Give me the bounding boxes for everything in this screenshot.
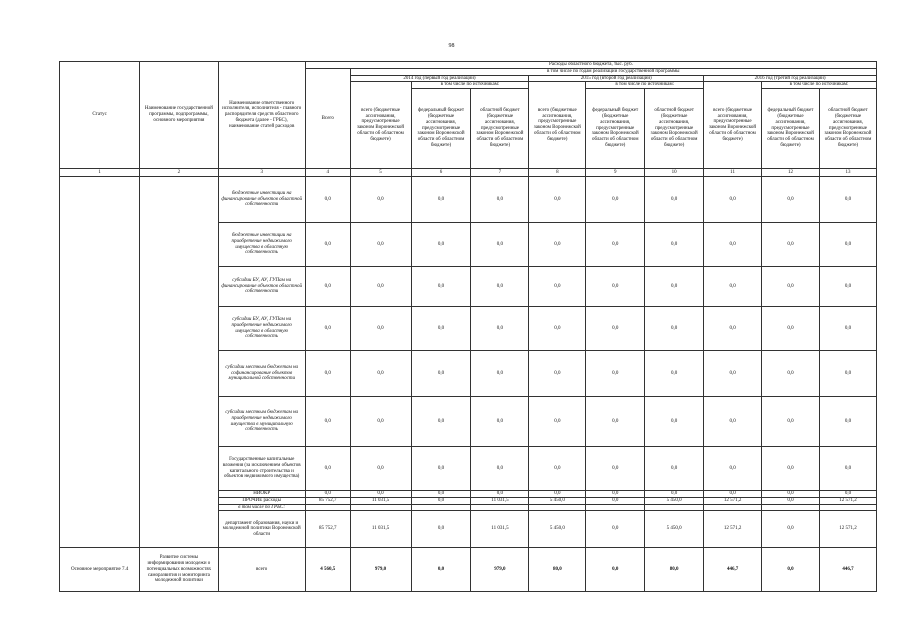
- table-cell: 0,0: [350, 491, 411, 498]
- table-cell: 0,0: [305, 177, 350, 223]
- header-regional-2014: областной бюджет (бюджетные ассигнования, предусмотренные законом Воронежской области об областном бюджете): [471, 89, 529, 169]
- column-number: 13: [819, 169, 876, 177]
- table-cell: 0,0: [305, 447, 350, 491]
- table-cell: [819, 504, 876, 511]
- column-number: 9: [586, 169, 645, 177]
- header-federal-2015: федеральный бюджет (бюджетные ассигнования, предусмотренные законом Воронежской области об областном бюджете): [586, 89, 645, 169]
- table-cell: 0,0: [305, 223, 350, 267]
- table-cell: 0,0: [586, 497, 645, 504]
- table-cell: 5 450,0: [645, 511, 704, 548]
- expense-item-label: ПРОЧИЕ расходы: [218, 497, 305, 504]
- column-number: 1: [60, 169, 140, 177]
- table-cell: 0,0: [305, 351, 350, 397]
- header-status: Статус: [60, 62, 140, 169]
- table-cell: 0,0: [704, 307, 762, 351]
- header-total-budget-2014: всего (бюджетные ассигнования, предусмотренные законом Воронежской области об областном бюджете): [350, 82, 411, 169]
- table-cell: [411, 504, 471, 511]
- table-cell: 0,0: [762, 548, 820, 592]
- table-cell: 0,0: [586, 177, 645, 223]
- table-cell: 0,0: [411, 447, 471, 491]
- table-cell: 0,0: [645, 223, 704, 267]
- table-cell: 0,0: [411, 351, 471, 397]
- table-cell: 12 571,2: [704, 511, 762, 548]
- table-cell: 0,0: [762, 267, 820, 307]
- column-number: 7: [471, 169, 529, 177]
- table-cell: 0,0: [529, 177, 586, 223]
- table-cell: 0,0: [819, 267, 876, 307]
- table-cell: 0,0: [762, 177, 820, 223]
- table-cell: 0,0: [411, 177, 471, 223]
- table-cell: 0,0: [645, 267, 704, 307]
- column-number: 12: [762, 169, 820, 177]
- table-cell: [762, 504, 820, 511]
- header-year-2014: 2014 год (первый год реализации): [350, 75, 529, 82]
- table-cell: 0,0: [762, 307, 820, 351]
- expense-item-label: НИОКР: [218, 491, 305, 498]
- table-cell: 0,0: [411, 397, 471, 447]
- table-cell: 0,0: [471, 267, 529, 307]
- table-cell: 0,0: [529, 491, 586, 498]
- table-cell: 0,0: [645, 491, 704, 498]
- table-cell: 0,0: [762, 447, 820, 491]
- table-cell: 0,0: [819, 447, 876, 491]
- expense-item-label: бюджетные инвестиции на приобретение недвижимого имущества в областную собственность: [218, 223, 305, 267]
- table-cell: 0,0: [645, 447, 704, 491]
- header-total: Всего: [305, 68, 350, 168]
- table-cell: 446,7: [704, 548, 762, 592]
- table-cell: 11 031,5: [350, 511, 411, 548]
- table-cell: 4 560,5: [305, 548, 350, 592]
- table-cell: 5 450,0: [529, 497, 586, 504]
- table-cell: 0,0: [411, 307, 471, 351]
- last-row-executor: всего: [218, 548, 305, 592]
- table-row: [60, 177, 877, 223]
- table-cell: 0,0: [305, 397, 350, 447]
- header-total-budget-2016: всего (бюджетные ассигнования, предусмотренные законом Воронежской области об областном бюджете): [704, 82, 762, 169]
- table-cell: 0,0: [411, 491, 471, 498]
- table-cell: 0,0: [350, 351, 411, 397]
- table-cell: [350, 504, 411, 511]
- table-cell: 5 450,0: [645, 497, 704, 504]
- table-cell: 0,0: [586, 447, 645, 491]
- table-cell: 0,0: [762, 491, 820, 498]
- table-row: [60, 548, 877, 592]
- table-cell: 85 752,7: [305, 511, 350, 548]
- table-cell: 0,0: [350, 307, 411, 351]
- table-cell: 0,0: [762, 351, 820, 397]
- header-program-name: Наименование государственной программы, подпрограммы, основного мероприятия: [140, 62, 218, 169]
- table-cell: 0,0: [305, 491, 350, 498]
- page-number: 98: [448, 43, 455, 49]
- table-cell: 0,0: [305, 307, 350, 351]
- column-number: 4: [305, 169, 350, 177]
- table-cell: 0,0: [529, 351, 586, 397]
- table-cell: 12 571,2: [704, 497, 762, 504]
- table-cell: 0,0: [586, 351, 645, 397]
- table-cell: 0,0: [762, 397, 820, 447]
- table-cell: 0,0: [704, 177, 762, 223]
- table-cell: 0,0: [471, 351, 529, 397]
- table-cell: [305, 504, 350, 511]
- header-by-years: в том числе по годам реализации государственной программы: [350, 68, 876, 75]
- table-cell: 979,0: [471, 548, 529, 592]
- table-cell: 0,0: [350, 177, 411, 223]
- table-body: [60, 177, 877, 592]
- table-cell: [529, 504, 586, 511]
- header-executor: Наименование ответственного исполнителя, исполнителя - главного распорядителя средств областного бюджета (далее - ГРБС), наименование статей расходов: [218, 62, 305, 169]
- table-cell: 0,0: [819, 491, 876, 498]
- table-cell: 0,0: [586, 223, 645, 267]
- column-number: 10: [645, 169, 704, 177]
- table-cell: 0,0: [704, 491, 762, 498]
- table-cell: 0,0: [645, 351, 704, 397]
- column-number: 11: [704, 169, 762, 177]
- table-cell: 0,0: [529, 447, 586, 491]
- table-cell: [645, 504, 704, 511]
- header-expenses-title: Расходы областного бюджета, тыс. руб.: [305, 62, 876, 69]
- table-cell: 11 031,5: [471, 497, 529, 504]
- table-cell: 12 571,2: [819, 497, 876, 504]
- table-cell: 0,0: [350, 267, 411, 307]
- table-cell: 11 031,5: [471, 511, 529, 548]
- table-cell: 0,0: [586, 397, 645, 447]
- table-cell: 0,0: [471, 223, 529, 267]
- table-cell: 0,0: [704, 351, 762, 397]
- table-cell: 0,0: [529, 223, 586, 267]
- table-cell: 0,0: [819, 397, 876, 447]
- table-cell: 0,0: [762, 497, 820, 504]
- header-by-sources-2014: в том числе по источникам:: [411, 82, 529, 89]
- table-cell: 0,0: [586, 511, 645, 548]
- table-cell: 0,0: [762, 511, 820, 548]
- table-cell: [471, 504, 529, 511]
- table-cell: [704, 504, 762, 511]
- table-cell: 0,0: [819, 223, 876, 267]
- budget-table: [59, 61, 877, 592]
- table-cell: 0,0: [645, 307, 704, 351]
- expense-item-label: субсидии БУ, АУ, ГУПам на финансирование объектов областной собственности: [218, 267, 305, 307]
- table-cell: 0,0: [471, 307, 529, 351]
- header-by-sources-2016: в том числе по источникам:: [762, 82, 877, 89]
- header-year-2016: 2016 год (третий год реализации): [704, 75, 877, 82]
- header-regional-2015: областной бюджет (бюджетные ассигнования, предусмотренные законом Воронежской области об областном бюджете): [645, 89, 704, 169]
- table-cell: 0,0: [411, 223, 471, 267]
- table-cell: 0,0: [529, 397, 586, 447]
- last-row-status: Основное мероприятие 7.4: [60, 548, 140, 592]
- table-cell: 0,0: [411, 267, 471, 307]
- table-cell: 0,0: [471, 491, 529, 498]
- table-cell: 0,0: [529, 267, 586, 307]
- header-regional-2016: областной бюджет (бюджетные ассигнования, предусмотренные законом Воронежской области об областном бюджете): [819, 89, 876, 169]
- expense-item-label: субсидии местным бюджетам на софинансирование объектов муниципальной собственности: [218, 351, 305, 397]
- table-cell: 0,0: [350, 447, 411, 491]
- expense-item-label: департамент образования, науки и молодежной политики Воронежской области: [218, 511, 305, 548]
- expense-item-label: в том числе по ГРБС:: [218, 504, 305, 511]
- table-cell: 0,0: [704, 267, 762, 307]
- table-cell: 80,0: [645, 548, 704, 592]
- table-cell: 0,0: [411, 511, 471, 548]
- table-cell: 0,0: [762, 223, 820, 267]
- table-cell: 0,0: [471, 397, 529, 447]
- table-cell: 11 031,5: [350, 497, 411, 504]
- table-cell: 0,0: [471, 177, 529, 223]
- expense-item-label: субсидии БУ, АУ, ГУПам на приобретение недвижимого имущества в областную собственность: [218, 307, 305, 351]
- table-cell: 446,7: [819, 548, 876, 592]
- header-federal-2016: федеральный бюджет (бюджетные ассигнования, предусмотренные законом Воронежской области об областном бюджете): [762, 89, 820, 169]
- table-cell: 0,0: [586, 307, 645, 351]
- table-cell: 0,0: [586, 491, 645, 498]
- header-by-sources-2015: в том числе по источникам:: [586, 82, 704, 89]
- table-cell: 0,0: [645, 177, 704, 223]
- header-total-budget-2015: всего (бюджетные ассигнования, предусмотренные законом Воронежской области об областном бюджете): [529, 82, 586, 169]
- column-number: 6: [411, 169, 471, 177]
- table-cell: 0,0: [350, 397, 411, 447]
- table-cell: 85 752,7: [305, 497, 350, 504]
- column-number: 2: [140, 169, 218, 177]
- table-cell: 0,0: [586, 267, 645, 307]
- table-cell: 0,0: [586, 548, 645, 592]
- table-cell: 5 450,0: [529, 511, 586, 548]
- table-cell: 0,0: [529, 307, 586, 351]
- header-year-2015: 2015 год (второй год реализации): [529, 75, 704, 82]
- last-row-name: Развитие системы информирования молодежи о потенциальных возможностях саморазвития и мониторинга молодежной политики: [140, 548, 218, 592]
- expense-item-label: субсидии местным бюджетам на приобретение недвижимого имущества в муниципальную собственность: [218, 397, 305, 447]
- table-cell: [586, 504, 645, 511]
- table-cell: 0,0: [350, 223, 411, 267]
- status-cell: [60, 177, 140, 548]
- table-cell: 0,0: [471, 447, 529, 491]
- column-number: 3: [218, 169, 305, 177]
- table-cell: 0,0: [704, 447, 762, 491]
- table-cell: 80,0: [529, 548, 586, 592]
- table-cell: 12 571,2: [819, 511, 876, 548]
- table-cell: 979,0: [350, 548, 411, 592]
- expense-item-label: бюджетные инвестиции на финансирование объектов областной собственности: [218, 177, 305, 223]
- column-number: 8: [529, 169, 586, 177]
- table-cell: 0,0: [411, 548, 471, 592]
- table-cell: 0,0: [704, 397, 762, 447]
- table-cell: 0,0: [305, 267, 350, 307]
- header-federal-2014: федеральный бюджет (бюджетные ассигнования, предусмотренные законом Воронежской области об областном бюджете): [411, 89, 471, 169]
- table-cell: 0,0: [819, 177, 876, 223]
- table-cell: 0,0: [819, 307, 876, 351]
- column-number: 5: [350, 169, 411, 177]
- table-cell: 0,0: [645, 397, 704, 447]
- table-cell: 0,0: [411, 497, 471, 504]
- table-cell: 0,0: [704, 223, 762, 267]
- table-cell: 0,0: [819, 351, 876, 397]
- expense-item-label: Государственные капитальные вложения (за исключением объектов капитального строительства и объектов недвижимого имущества): [218, 447, 305, 491]
- program-name-cell: [140, 177, 218, 548]
